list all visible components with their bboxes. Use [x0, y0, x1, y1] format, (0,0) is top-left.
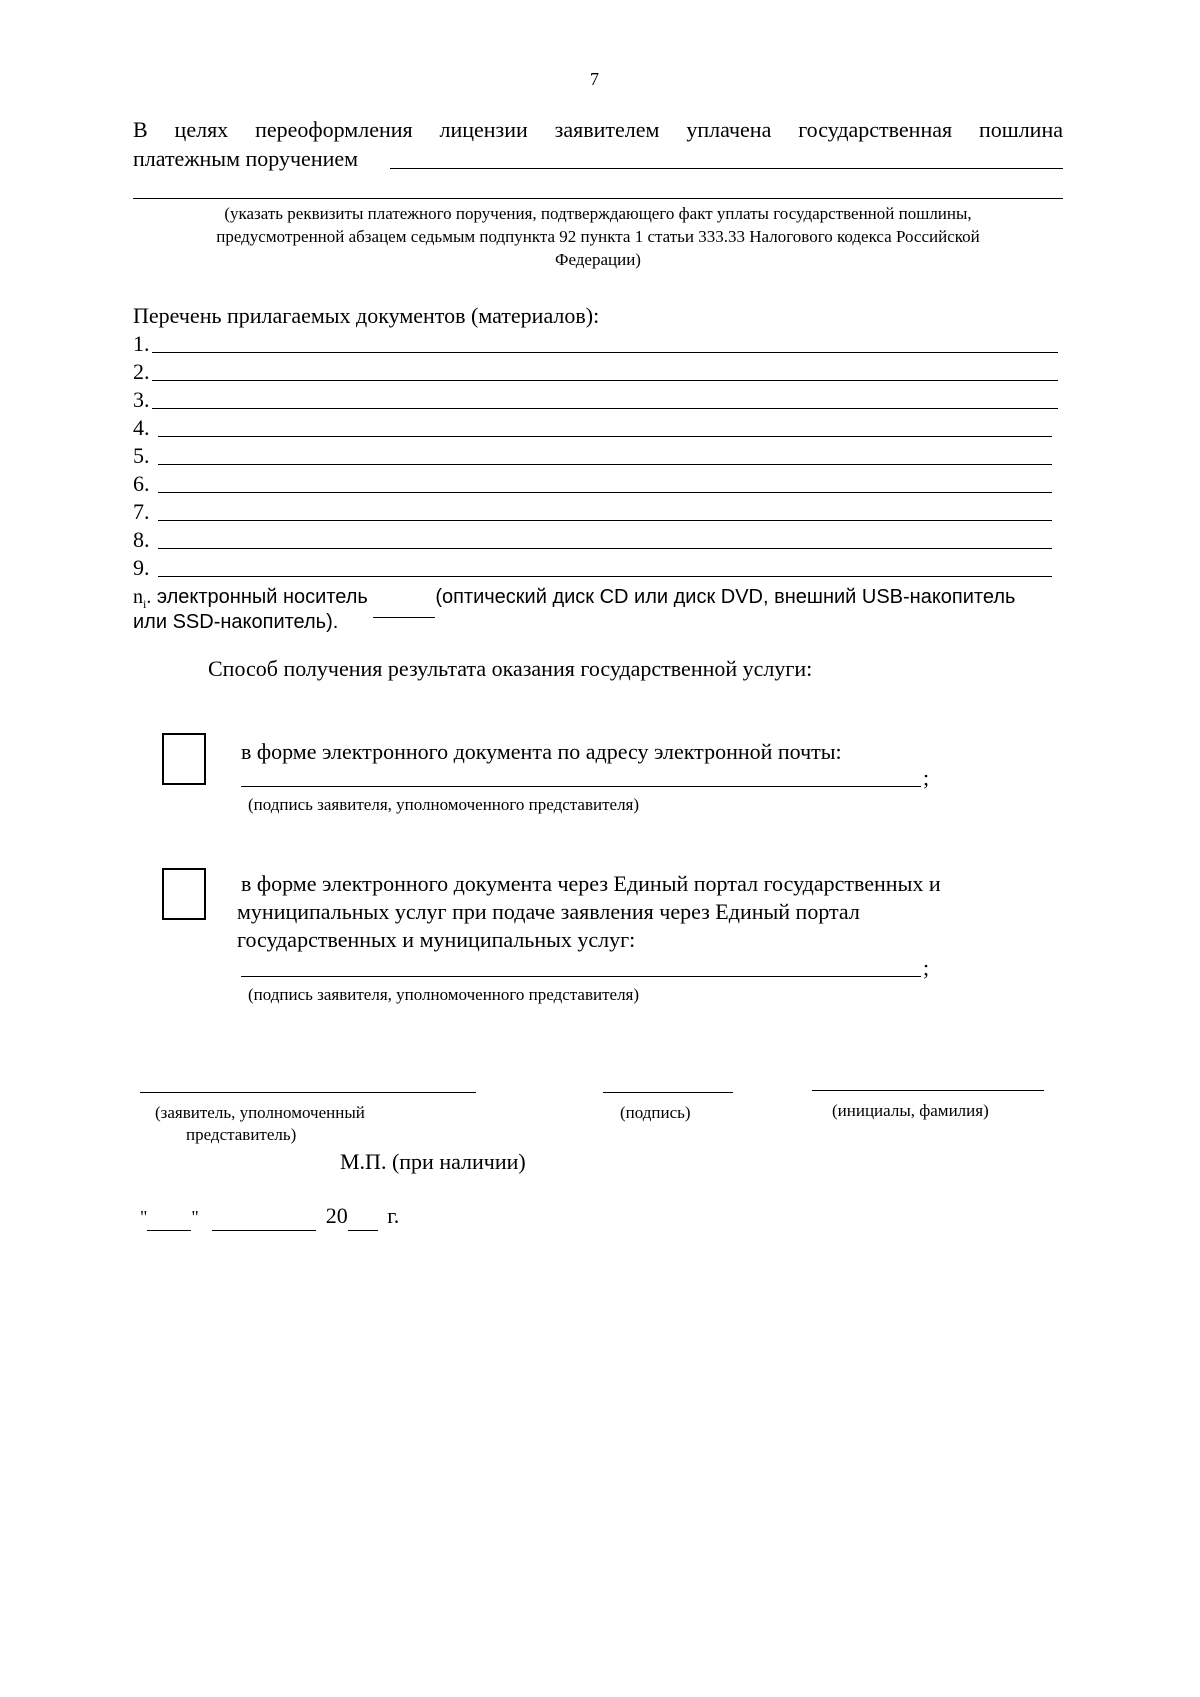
initials-hint: (инициалы, фамилия): [832, 1101, 989, 1120]
payment-order-label: платежным поручением: [133, 146, 359, 171]
list-item-field[interactable]: [158, 464, 1052, 465]
email-option-semicolon: ;: [923, 765, 930, 790]
date-year-prefix: 20: [325, 1203, 348, 1228]
date-quote-open: ": [140, 1207, 148, 1227]
portal-option-checkbox[interactable]: [162, 868, 206, 920]
signature-hint: (подпись): [620, 1103, 691, 1122]
applicant-field[interactable]: [140, 1092, 476, 1093]
list-item-field[interactable]: [158, 520, 1052, 521]
list-item-number: 7.: [133, 499, 150, 524]
portal-option-semicolon: ;: [923, 955, 930, 980]
electronic-media-field[interactable]: [373, 599, 435, 618]
email-signature-field[interactable]: [241, 786, 921, 787]
list-item-number: 5.: [133, 443, 150, 468]
payment-hint-line1: (указать реквизиты платежного поручения, подтверждающего факт уплаты государственной пошлины,: [224, 204, 972, 223]
payment-order-field[interactable]: [390, 168, 1063, 169]
list-item-number: 2.: [133, 359, 150, 384]
list-item-number: 8.: [133, 527, 150, 552]
list-item-number: 4.: [133, 415, 150, 440]
list-item-field[interactable]: [152, 352, 1058, 353]
initials-field[interactable]: [812, 1090, 1044, 1091]
page-number: 7: [590, 69, 599, 89]
date-row: [140, 1202, 399, 1231]
documents-heading: Перечень прилагаемых документов (материалов):: [133, 303, 600, 328]
email-option-checkbox[interactable]: [162, 733, 206, 785]
list-item-field[interactable]: [158, 492, 1052, 493]
applicant-hint-line2: представитель): [186, 1125, 297, 1144]
electronic-media-desc: (оптический диск CD или диск DVD, внешний USB-накопитель: [435, 586, 1016, 608]
list-item-number: 1.: [133, 331, 150, 356]
portal-option-text-line3: государственных и муниципальных услуг:: [237, 927, 636, 952]
portal-option-hint: (подпись заявителя, уполномоченного представителя): [248, 985, 640, 1004]
date-year-field[interactable]: [348, 1212, 378, 1231]
result-method-heading: Способ получения результата оказания государственной услуги:: [208, 656, 813, 681]
payment-intro-text: В целях переоформления лицензии заявителем уплачена государственная пошлина: [133, 117, 1063, 142]
list-item-number: 9.: [133, 555, 150, 580]
list-item-field[interactable]: [152, 380, 1058, 381]
date-quote-close: ": [191, 1207, 199, 1227]
electronic-media-desc-cont: или SSD-накопитель).: [133, 611, 339, 633]
list-item-field[interactable]: [152, 408, 1058, 409]
payment-details-field[interactable]: [133, 198, 1063, 199]
payment-hint-line3: Федерации): [555, 250, 641, 269]
electronic-media-index: $n_i$.: [133, 586, 152, 611]
stamp-label: М.П. (при наличии): [340, 1149, 526, 1174]
list-item-number: 3.: [133, 387, 150, 412]
portal-option-text-line2: муниципальных услуг при подаче заявления через Единый портал: [237, 899, 860, 924]
date-year-suffix: г.: [387, 1203, 400, 1228]
portal-signature-field[interactable]: [241, 976, 921, 977]
date-day-field[interactable]: [147, 1212, 191, 1231]
date-month-field[interactable]: [212, 1212, 316, 1231]
electronic-media-label: электронный носитель: [156, 586, 368, 608]
list-item-number: 6.: [133, 471, 150, 496]
email-option-text: в форме электронного документа по адресу электронной почты:: [241, 739, 842, 764]
signature-field[interactable]: [603, 1092, 733, 1093]
payment-hint-line2: предусмотренной абзацем седьмым подпункта 92 пункта 1 статьи 333.33 Налогового кодекса Российской: [216, 227, 980, 246]
applicant-hint-line1: (заявитель, уполномоченный: [155, 1103, 365, 1122]
list-item-field[interactable]: [158, 548, 1052, 549]
list-item-field[interactable]: [158, 436, 1052, 437]
list-item-field[interactable]: [158, 576, 1052, 577]
email-option-hint: (подпись заявителя, уполномоченного представителя): [248, 795, 640, 814]
portal-option-text-line1: в форме электронного документа через Единый портал государственных и: [241, 871, 941, 896]
